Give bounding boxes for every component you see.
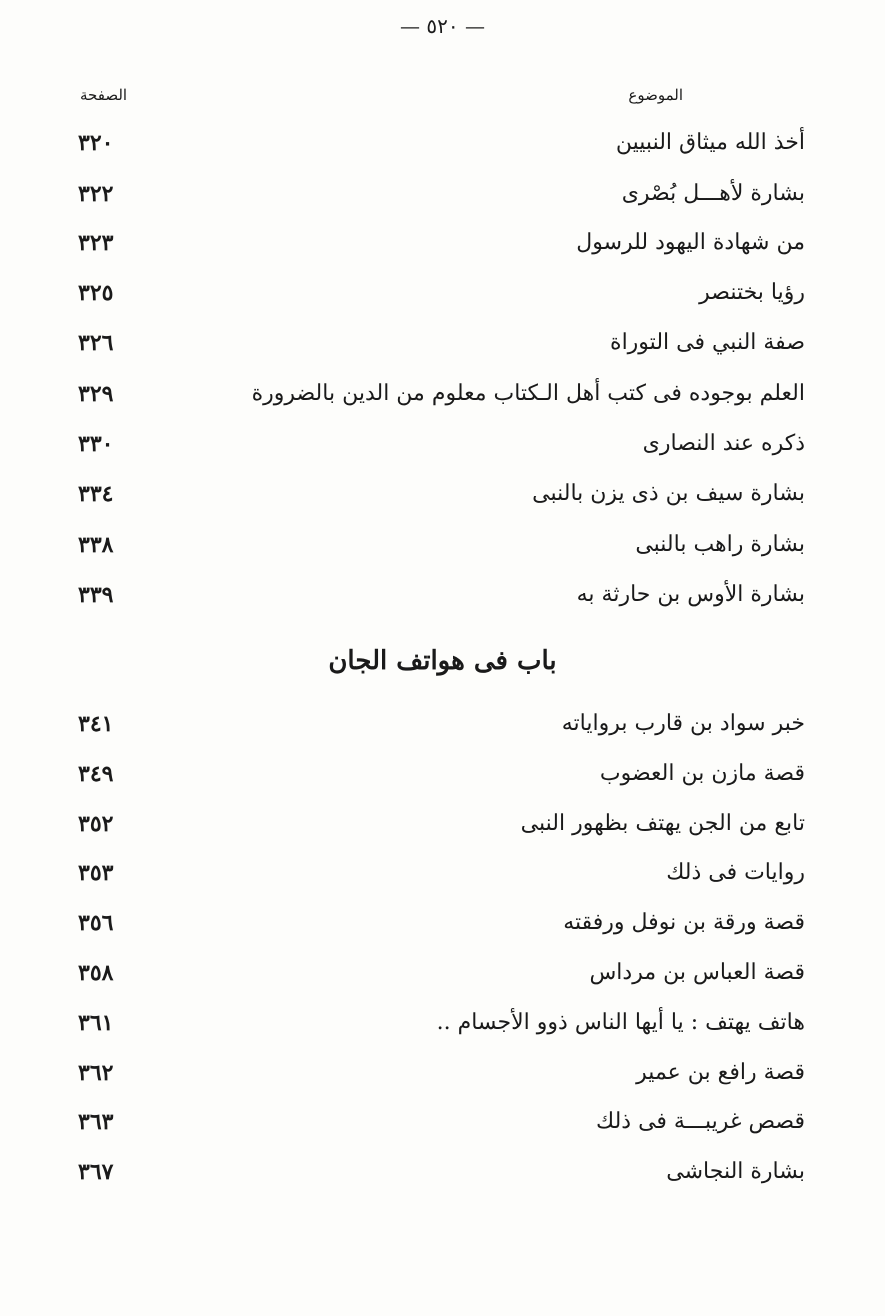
toc-entry xyxy=(0,381,885,421)
toc-entry xyxy=(0,1109,885,1149)
toc-entry xyxy=(0,481,885,521)
topic-column-header: الموضوع xyxy=(628,86,683,104)
toc-entry xyxy=(0,532,885,572)
toc-entry-page: ٣٥٢ xyxy=(78,811,114,837)
toc-entry xyxy=(0,761,885,801)
toc-entry xyxy=(0,330,885,370)
toc-entry-page: ٣٢٠ xyxy=(78,130,114,156)
section-heading: باب فى هواتف الجان xyxy=(328,646,557,676)
toc-entry-title: تابع من الجن يهتف بظهور النبى xyxy=(520,811,805,836)
toc-entry-page: ٣٣٨ xyxy=(78,532,114,558)
toc-entry-title: قصة العباس بن مرداس xyxy=(589,960,805,985)
toc-entry-title: هاتف يهتف : يا أيها الناس ذوو الأجسام .. xyxy=(436,1010,805,1035)
toc-entry-page: ٣٣٠ xyxy=(78,431,114,457)
toc-entry-title: صفة النبي فى التوراة xyxy=(610,330,805,355)
toc-entry-page: ٣٥٦ xyxy=(78,910,114,936)
toc-entry xyxy=(0,960,885,1000)
toc-entry-title: بشارة راهب بالنبى xyxy=(635,532,805,557)
toc-entry xyxy=(0,811,885,851)
toc-entry-title: خبر سواد بن قارب برواياته xyxy=(561,711,805,736)
toc-entry-title: قصة رافع بن عمير xyxy=(636,1060,805,1085)
toc-entry-page: ٣٣٤ xyxy=(78,481,114,507)
toc-entry-title: العلم بوجوده فى كتب أهل الـكتاب معلوم من الدين بالضرورة xyxy=(251,381,805,406)
toc-entry-page: ٣٦٧ xyxy=(78,1159,114,1185)
toc-entry-page: ٣٦١ xyxy=(78,1010,114,1036)
toc-entry-title: روايات فى ذلك xyxy=(666,860,805,885)
toc-entry-page: ٣٢٣ xyxy=(78,230,114,256)
toc-entry xyxy=(0,910,885,950)
toc-entry-page: ٣٤١ xyxy=(78,711,114,737)
toc-entry-title: بشارة لأهـــل بُصْرى xyxy=(621,181,805,206)
toc-entry xyxy=(0,130,885,170)
toc-entry-title: ذكره عند النصارى xyxy=(642,431,805,456)
toc-entry-title: بشارة الأوس بن حارثة به xyxy=(576,582,805,607)
toc-entry-title: من شهادة اليهود للرسول xyxy=(576,230,805,255)
page-number: — ٥٢٠ — xyxy=(400,14,485,38)
toc-entry xyxy=(0,582,885,622)
toc-entry-page: ٣٦٣ xyxy=(78,1109,114,1135)
toc-entry-title: قصة مازن بن العضوب xyxy=(599,761,805,786)
toc-entry-title: رؤيا بختنصر xyxy=(699,280,805,305)
toc-entry-title: بشارة النجاشى xyxy=(666,1159,805,1184)
toc-entry xyxy=(0,1010,885,1050)
toc-entry xyxy=(0,431,885,471)
toc-entry-title: قصص غريبـــة فى ذلك xyxy=(596,1109,805,1134)
toc-entry xyxy=(0,280,885,320)
toc-entry-title: قصة ورقة بن نوفل ورفقته xyxy=(563,910,805,935)
toc-entry-page: ٣٢٩ xyxy=(78,381,114,407)
toc-entry xyxy=(0,181,885,221)
toc-entry-page: ٣٢٢ xyxy=(78,181,114,207)
page-column-header: الصفحة xyxy=(80,86,128,104)
toc-entry-page: ٣٣٩ xyxy=(78,582,114,608)
toc-entry-page: ٣٥٨ xyxy=(78,960,114,986)
toc-entry xyxy=(0,711,885,751)
toc-entry xyxy=(0,860,885,900)
toc-entry xyxy=(0,1159,885,1199)
toc-entry xyxy=(0,230,885,270)
toc-entry-page: ٣٤٩ xyxy=(78,761,114,787)
toc-entry-title: أخذ الله ميثاق النبيين xyxy=(615,130,805,155)
toc-entry-title: بشارة سيف بن ذى يزن بالنبى xyxy=(532,481,805,506)
toc-entry-page: ٣٢٥ xyxy=(78,280,114,306)
toc-entry xyxy=(0,1060,885,1100)
toc-entry-page: ٣٦٢ xyxy=(78,1060,114,1086)
toc-entry-page: ٣٥٣ xyxy=(78,860,114,886)
toc-entry-page: ٣٢٦ xyxy=(78,330,114,356)
